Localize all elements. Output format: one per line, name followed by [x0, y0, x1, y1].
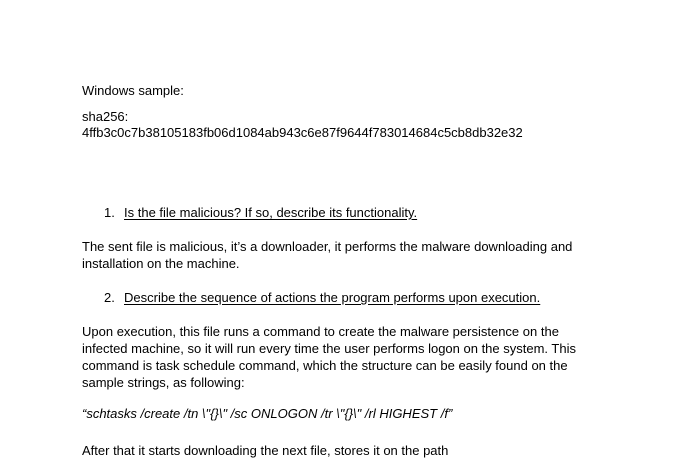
question-text: Is the file malicious? If so, describe its functionality.: [124, 205, 418, 220]
sha-value: 4ffb3c0c7b38105183fb06d1084ab943c6e87f9644f783014684c5cb8db32e32: [82, 125, 523, 140]
answer-paragraph: Upon execution, this file runs a command to create the malware persistence on the infected machine, so it will run every time the user performs logon on the system. This command is task schedule command, which the structure can be easily found on the sample strings, as following:: [82, 324, 576, 390]
answer-paragraph: The sent file is malicious, it’s a downloader, it performs the malware downloading and installation on the machine.: [82, 239, 573, 271]
question-item: [104, 289, 540, 306]
sample-label: Windows sample:: [82, 83, 184, 98]
command-text: “schtasks /create /tn \"{}\" /sc ONLOGON /tr \"{}\" /rl HIGHEST /f”: [82, 406, 453, 421]
question-text: Describe the sequence of actions the program performs upon execution.: [124, 290, 541, 305]
question-item: [104, 204, 417, 221]
sha-label: sha256:: [82, 109, 129, 124]
question-number: 2.: [104, 290, 115, 305]
question-number: 1.: [104, 205, 115, 220]
next-paragraph: After that it starts downloading the next file, stores it on the path: [82, 443, 449, 458]
